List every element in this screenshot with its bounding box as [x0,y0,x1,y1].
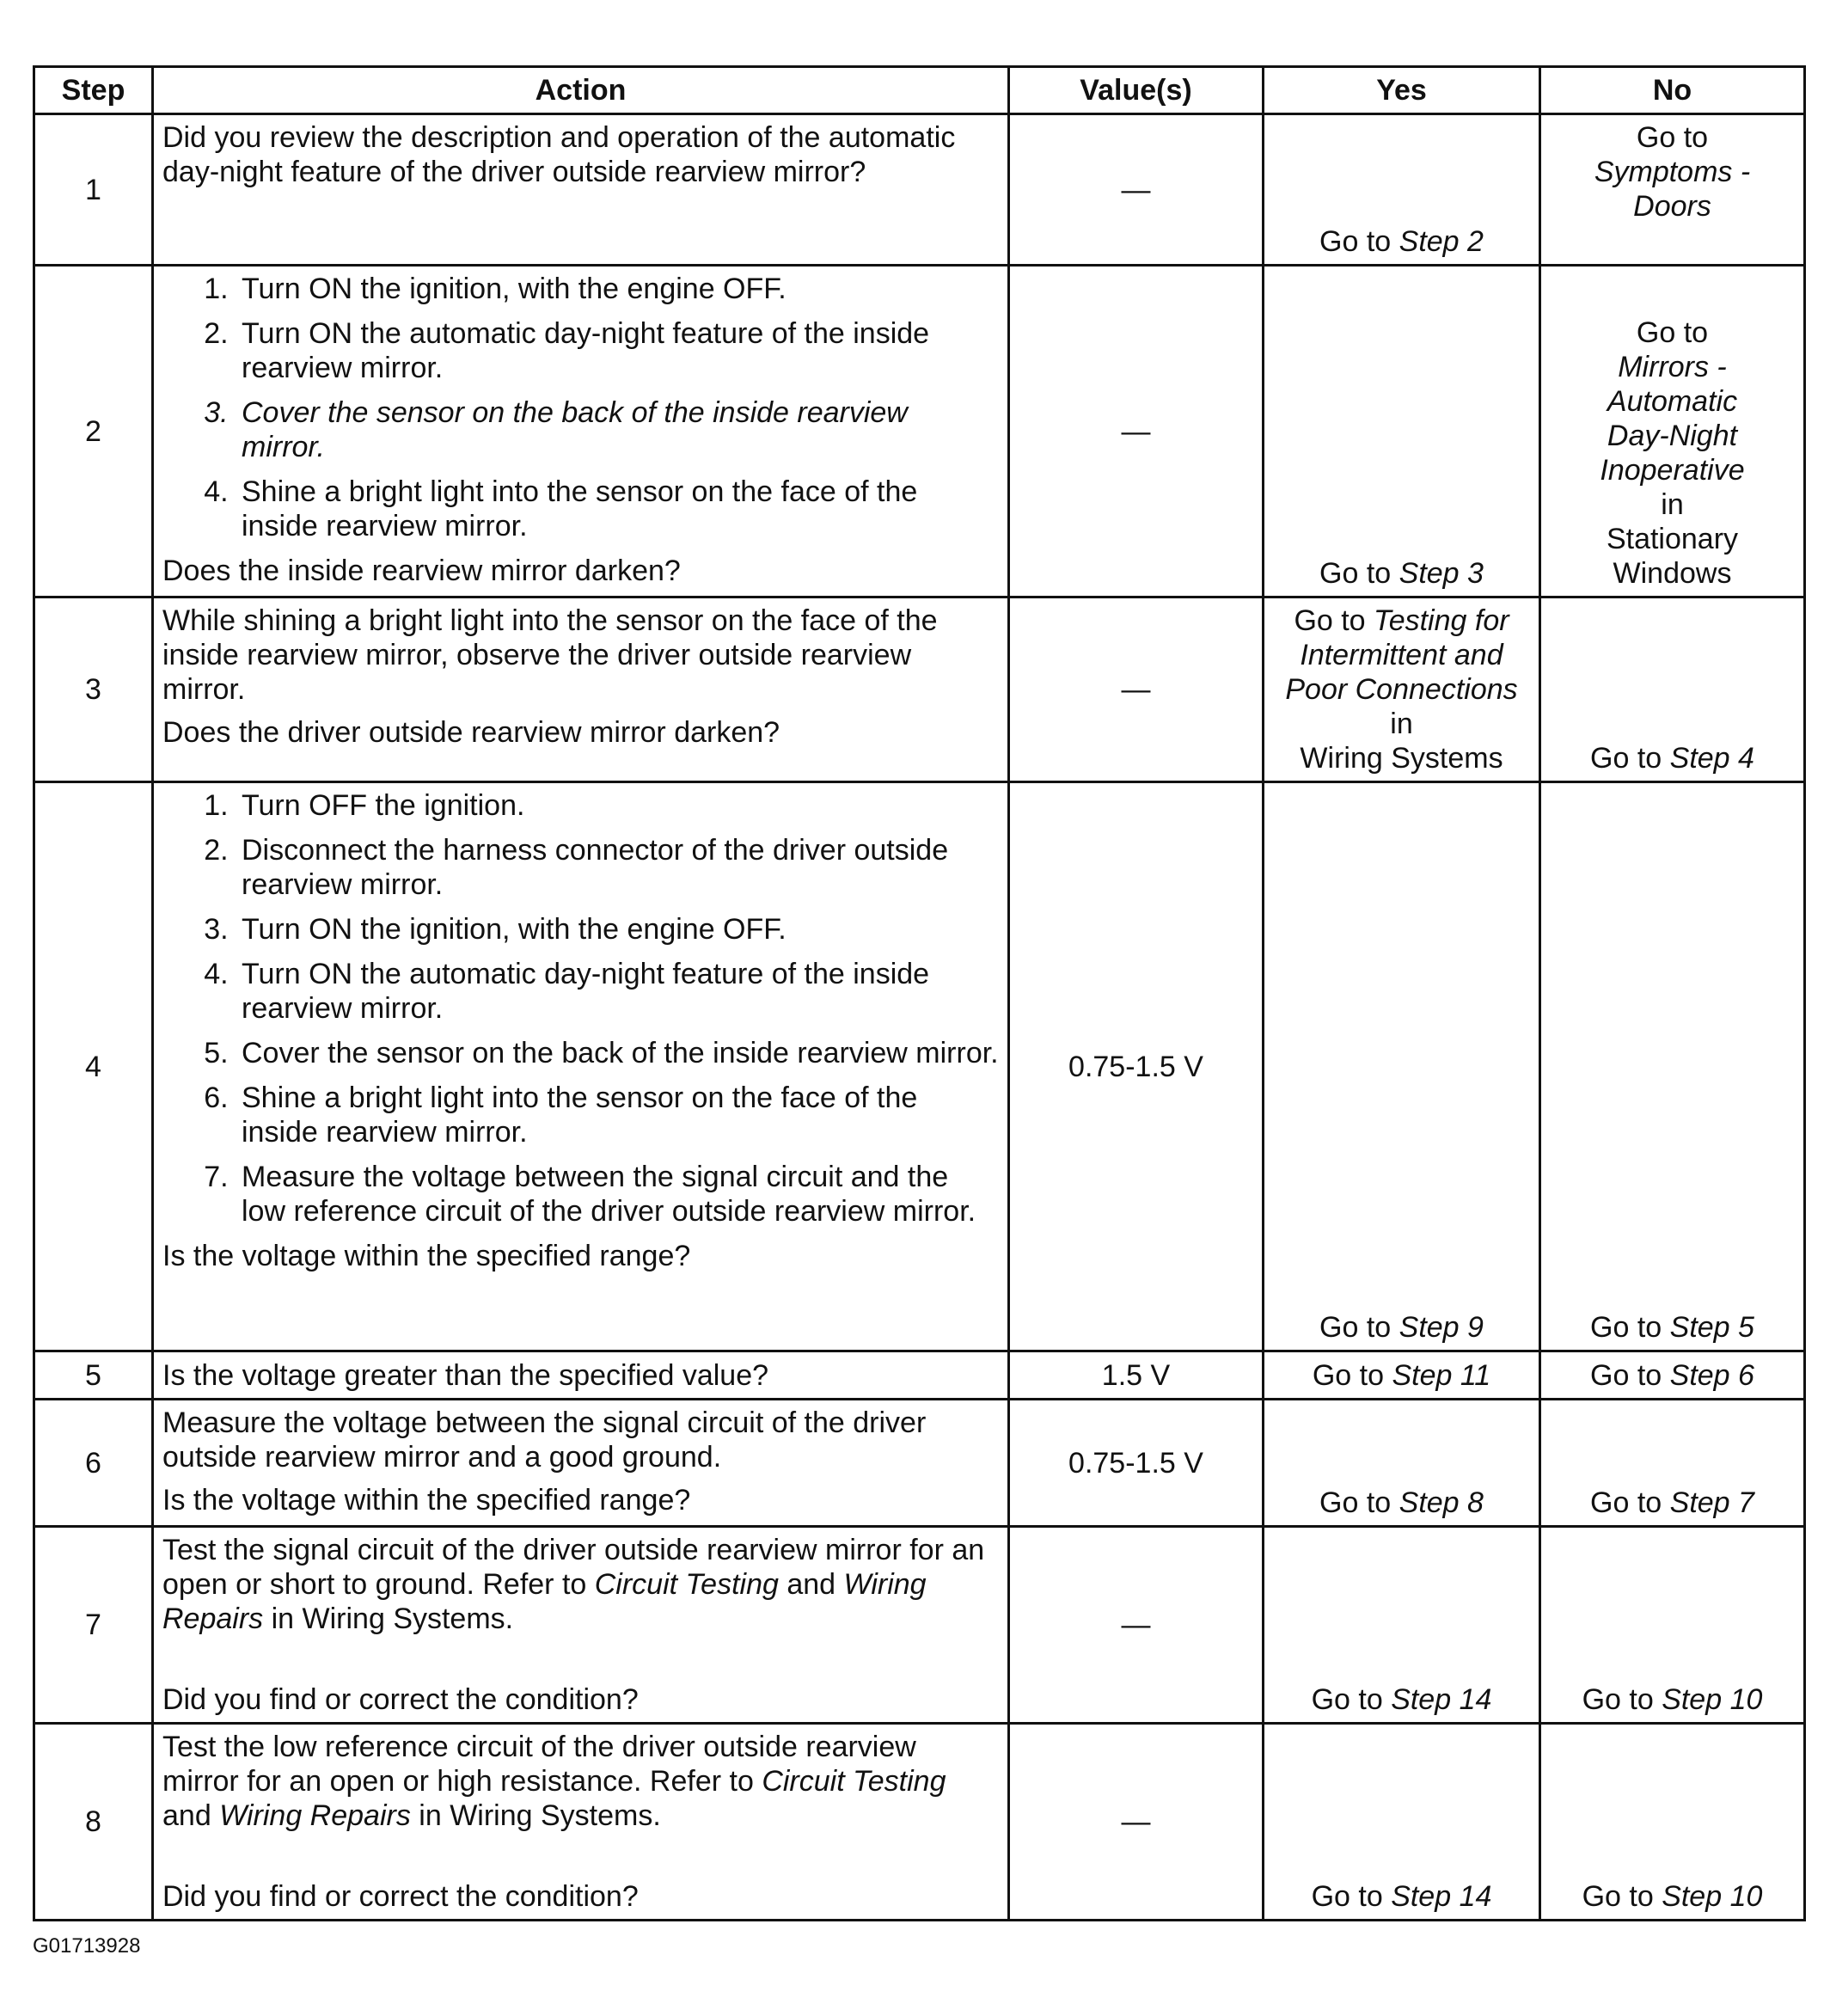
figure-id: G01713928 [33,1934,141,1958]
action-question: Is the voltage within the specified range? [162,1484,691,1517]
action-text [162,1730,999,1833]
action-cell [153,1724,1009,1921]
yes-tail: Wiring Systems [1300,742,1503,775]
spacer [162,1645,999,1682]
substep-item: 2. Turn ON the automatic day-night feature of the inside rearview mirror. [236,316,999,385]
yes-cell [1264,266,1540,597]
action-question: Did you find or correct the condition? [162,1683,639,1716]
action-cell [153,114,1009,266]
no-tail-line: Stationary [1606,523,1739,555]
table-row [34,1351,1805,1400]
no-cell [1540,782,1805,1351]
no-ref: Step 7 [1669,1486,1754,1519]
table-row [34,782,1805,1351]
yes-ref: Step 9 [1399,1311,1484,1344]
table-row [34,114,1805,266]
no-ref: Step 10 [1662,1683,1763,1716]
no-link[interactable] [1590,1359,1754,1392]
no-ref: Step 5 [1669,1311,1754,1344]
yes-link[interactable] [1319,225,1484,258]
action-text-part: Test the low reference circuit of the driver outside rearview mirror for an open or high resistance. Refer to [162,1731,916,1798]
yes-cell [1264,1724,1540,1921]
table-row [34,266,1805,597]
yes-link[interactable] [1319,1311,1484,1344]
action-text: While shining a bright light into the sensor on the face of the inside rearview mirror, observe the driver outside rearview mirror. [162,604,938,706]
table-row [34,597,1805,782]
table-row [34,1400,1805,1527]
yes-prefix: Go to [1311,1683,1392,1716]
yes-ref: Step 14 [1391,1683,1492,1716]
reference-link[interactable]: Circuit Testing [762,1765,946,1798]
spacer [162,1841,999,1879]
action-question: Is the voltage within the specified range? [162,1240,691,1272]
header-row [34,67,1805,114]
action-cell [153,1527,1009,1724]
value-cell: 1.5 V [1009,1351,1264,1400]
yes-cell [1264,1527,1540,1724]
reference-link[interactable]: Wiring Repairs [219,1799,411,1832]
yes-link[interactable] [1313,1359,1490,1392]
table-row [34,1527,1805,1724]
yes-mid: in [1390,708,1413,740]
yes-ref-line[interactable]: Poor Connections [1285,673,1518,706]
substep-item: 3. Cover the sensor on the back of the inside rearview mirror. [236,395,999,464]
no-cell [1540,114,1805,266]
yes-cell [1264,782,1540,1351]
substep-item: 3. Turn ON the ignition, with the engine OFF. [236,912,999,947]
step-number: 1 [34,114,153,266]
substep-list [162,272,999,543]
yes-cell [1264,1400,1540,1527]
yes-ref: Step 3 [1399,557,1484,590]
action-text: Did you review the description and operation of the automatic day-night feature of the driver outside rearview mirror? [162,121,956,188]
table-row [34,1724,1805,1921]
yes-ref: Step 14 [1391,1880,1492,1913]
substep-item: 5. Cover the sensor on the back of the inside rearview mirror. [236,1036,999,1070]
yes-ref-line[interactable]: Intermittent and [1300,639,1503,671]
no-link[interactable] [1582,1683,1763,1716]
yes-link[interactable] [1312,1683,1492,1716]
substep-list [162,788,999,1229]
substep-item: 2. Disconnect the harness connector of the driver outside rearview mirror. [236,833,999,902]
yes-prefix: Go to [1319,1486,1399,1519]
substep-item: 7. Measure the voltage between the signal circuit and the low reference circuit of the driver outside rearview mirror. [236,1160,999,1229]
action-text-part: and [162,1799,220,1832]
no-ref: Step 10 [1662,1880,1763,1913]
substep-item: 4. Shine a bright light into the sensor on the face of the inside rearview mirror. [236,475,999,543]
no-prefix: Go to [1590,742,1670,775]
yes-link[interactable] [1312,1880,1492,1913]
action-cell [153,266,1009,597]
yes-cell [1264,1351,1540,1400]
no-link[interactable] [1582,1880,1763,1913]
yes-cell [1264,114,1540,266]
header-no: No [1540,67,1805,114]
action-text-part: in Wiring Systems. [410,1799,661,1832]
action-text [162,1533,999,1636]
step-number: 2 [34,266,153,597]
header-yes: Yes [1264,67,1540,114]
value-cell: — [1009,1724,1264,1921]
no-mid: in [1661,488,1684,521]
yes-cell [1264,597,1540,782]
yes-prefix: Go to [1311,1880,1392,1913]
value-cell: 0.75-1.5 V [1009,1400,1264,1527]
no-ref-line[interactable]: Mirrors - [1618,351,1727,383]
no-cell [1540,266,1805,597]
action-cell [153,1351,1009,1400]
no-cell [1540,1724,1805,1921]
action-cell [153,782,1009,1351]
no-prefix: Go to [1590,1486,1670,1519]
substep-item: 1. Turn OFF the ignition. [236,788,999,823]
no-cell [1540,1351,1805,1400]
no-cell [1540,597,1805,782]
yes-prefix: Go to [1294,604,1374,637]
reference-link[interactable]: Circuit Testing [594,1568,779,1601]
action-question: Does the driver outside rearview mirror darken? [162,716,780,749]
no-link[interactable] [1590,1311,1754,1344]
step-number: 8 [34,1724,153,1921]
yes-prefix: Go to [1312,1358,1392,1392]
step-number: 4 [34,782,153,1351]
reference-link[interactable]: Wiring Repairs [162,1568,927,1635]
header-step: Step [34,67,153,114]
yes-ref: Step 11 [1392,1358,1491,1392]
diagnostic-table [33,65,1806,1921]
substep-item: 1. Turn ON the ignition, with the engine OFF. [236,272,999,306]
no-ref: Step 6 [1669,1358,1754,1392]
header-action: Action [153,67,1009,114]
no-link[interactable] [1590,1486,1754,1519]
yes-prefix: Go to [1319,225,1399,258]
yes-link[interactable] [1319,557,1484,590]
no-link[interactable] [1590,742,1754,775]
yes-ref: Step 2 [1399,225,1484,258]
no-ref-line[interactable]: Day-Night [1607,420,1738,452]
action-text: Is the voltage greater than the specified value? [162,1358,769,1392]
action-text-part: in Wiring Systems. [263,1602,514,1635]
no-prefix: Go to [1582,1880,1662,1913]
value-cell: — [1009,597,1264,782]
no-prefix: Go to [1636,316,1709,349]
no-ref-line[interactable]: Doors [1633,190,1711,223]
step-number: 7 [34,1527,153,1724]
value-cell: 0.75-1.5 V [1009,782,1264,1351]
yes-ref: Step 8 [1399,1486,1484,1519]
substep-item: 6. Shine a bright light into the sensor on the face of the inside rearview mirror. [236,1081,999,1149]
value-cell: — [1009,266,1264,597]
value-cell: — [1009,114,1264,266]
action-text-part: and [778,1568,844,1601]
no-prefix: Go to [1582,1683,1662,1716]
no-cell [1540,1400,1805,1527]
step-number: 5 [34,1351,153,1400]
no-tail-line: Windows [1613,557,1732,590]
value-cell: — [1009,1527,1264,1724]
no-cell [1540,1527,1805,1724]
no-prefix: Go to [1590,1358,1670,1392]
no-ref-line[interactable]: Inoperative [1600,454,1745,487]
no-prefix: Go to [1636,121,1709,154]
action-cell [153,1400,1009,1527]
no-ref-line[interactable]: Symptoms - [1594,156,1751,188]
no-ref-line[interactable]: Automatic [1607,385,1738,418]
yes-first-line[interactable] [1273,604,1530,638]
step-number: 6 [34,1400,153,1527]
yes-prefix: Go to [1319,1311,1399,1344]
yes-link[interactable] [1319,1486,1484,1519]
step-number: 3 [34,597,153,782]
substep-item: 4. Turn ON the automatic day-night feature of the inside rearview mirror. [236,957,999,1026]
yes-prefix: Go to [1319,557,1399,590]
no-prefix: Go to [1590,1311,1670,1344]
action-text: Measure the voltage between the signal circuit of the driver outside rearview mirror and a good ground. [162,1406,927,1474]
no-ref: Step 4 [1669,742,1754,775]
action-question: Does the inside rearview mirror darken? [162,555,681,587]
yes-ref-first: Testing for [1374,604,1509,637]
action-cell [153,597,1009,782]
action-question: Did you find or correct the condition? [162,1880,639,1913]
header-values: Value(s) [1009,67,1264,114]
action-text-part: Test the signal circuit of the driver outside rearview mirror for an open or short to ground. Refer to [162,1534,985,1601]
